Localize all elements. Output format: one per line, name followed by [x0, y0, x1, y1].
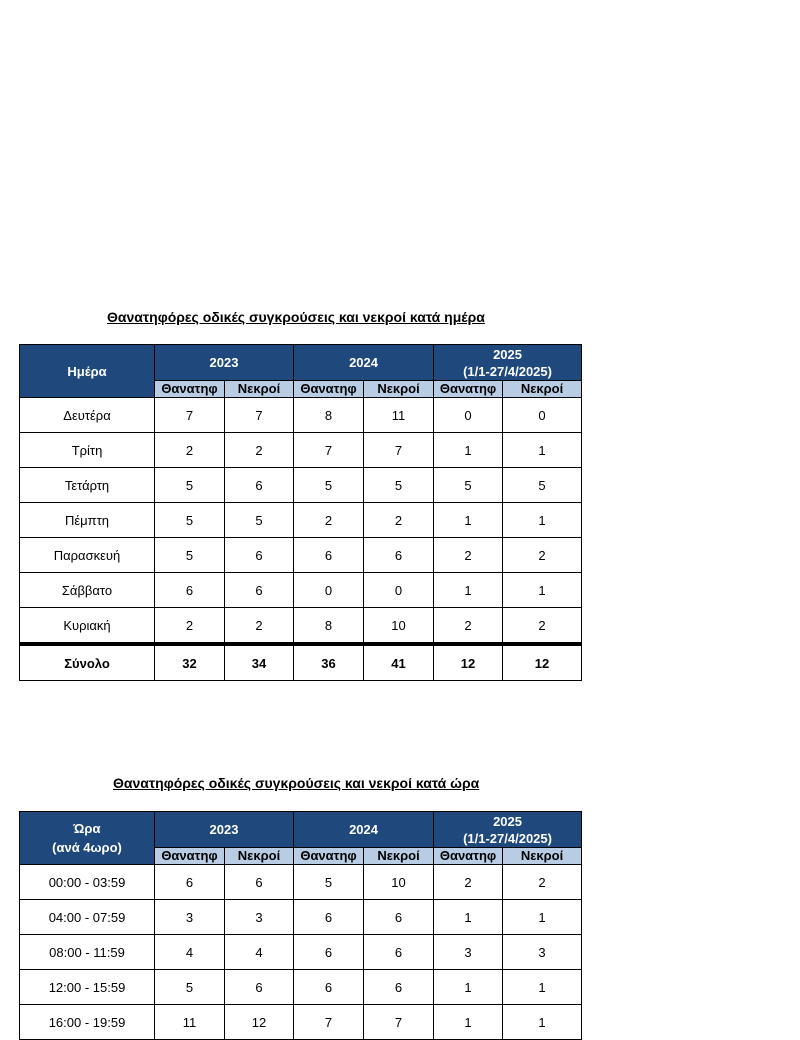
year-header [155, 812, 294, 848]
year-header [294, 812, 434, 848]
value-cell: 1 [434, 900, 503, 935]
total-value-cell: 12 [503, 644, 582, 681]
value-cell: 7 [364, 1005, 434, 1040]
fatal-collisions-by-hour-table [19, 811, 582, 1040]
value-cell: 5 [155, 503, 225, 538]
value-cell: 2 [434, 538, 503, 573]
sub-header-cell: Θανατηφ [294, 381, 364, 398]
table-row [20, 538, 582, 573]
year-label: 2023 [209, 822, 239, 837]
value-cell: 6 [294, 538, 364, 573]
sub-header-cell: Θανατηφ [434, 381, 503, 398]
value-cell: 5 [294, 865, 364, 900]
total-value-cell: 12 [434, 644, 503, 681]
year-label: 2023 [209, 355, 239, 370]
row-label: Παρασκευή [20, 538, 155, 573]
value-cell: 6 [225, 538, 294, 573]
value-cell: 0 [294, 573, 364, 608]
value-cell: 4 [155, 935, 225, 970]
value-cell: 5 [155, 468, 225, 503]
value-cell: 0 [364, 573, 434, 608]
table-row [20, 970, 582, 1005]
value-cell: 2 [155, 608, 225, 645]
table-row [20, 398, 582, 433]
year-label: 2025 [493, 813, 522, 829]
value-cell: 6 [364, 935, 434, 970]
value-cell: 5 [155, 538, 225, 573]
sub-header-cell: Νεκροί [503, 848, 582, 865]
row-label: 08:00 - 11:59 [20, 935, 155, 970]
value-cell: 10 [364, 865, 434, 900]
sub-header-cell: Νεκροί [225, 381, 294, 398]
value-cell: 6 [225, 468, 294, 503]
year-header-row [20, 345, 582, 381]
sub-header-cell: Θανατηφ [434, 848, 503, 865]
value-cell: 2 [364, 503, 434, 538]
row-label: Πέμπτη [20, 503, 155, 538]
value-cell: 6 [294, 900, 364, 935]
value-cell: 5 [434, 468, 503, 503]
value-cell: 6 [364, 900, 434, 935]
value-cell: 1 [434, 573, 503, 608]
value-cell: 11 [155, 1005, 225, 1040]
value-cell: 0 [434, 398, 503, 433]
value-cell: 1 [434, 433, 503, 468]
value-cell: 7 [225, 398, 294, 433]
table-row [20, 865, 582, 900]
row-header-cell [20, 812, 155, 865]
value-cell: 2 [225, 608, 294, 645]
year-header [434, 812, 582, 848]
table-row [20, 935, 582, 970]
year-header [294, 345, 434, 381]
value-cell: 1 [503, 573, 582, 608]
table-row [20, 433, 582, 468]
row-label: 12:00 - 15:59 [20, 970, 155, 1005]
value-cell: 11 [364, 398, 434, 433]
table-title-by-day: Θανατηφόρες οδικές συγκρούσεις και νεκροί κατά ημέρα [107, 309, 485, 325]
total-row [20, 644, 582, 681]
row-label: Τρίτη [20, 433, 155, 468]
value-cell: 7 [155, 398, 225, 433]
value-cell: 1 [503, 433, 582, 468]
row-label: 04:00 - 07:59 [20, 900, 155, 935]
value-cell: 2 [503, 608, 582, 645]
value-cell: 2 [294, 503, 364, 538]
total-value-cell: 41 [364, 644, 434, 681]
value-cell: 2 [434, 608, 503, 645]
value-cell: 1 [503, 970, 582, 1005]
total-label: Σύνολο [20, 644, 155, 681]
value-cell: 8 [294, 398, 364, 433]
table-title-by-hour: Θανατηφόρες οδικές συγκρούσεις και νεκροί κατά ώρα [113, 775, 480, 791]
table-row [20, 468, 582, 503]
year-header-row [20, 812, 582, 848]
value-cell: 6 [155, 865, 225, 900]
row-header-text: Ώρα [73, 821, 101, 836]
sub-header-cell: Θανατηφ [294, 848, 364, 865]
value-cell: 6 [225, 573, 294, 608]
total-value-cell: 36 [294, 644, 364, 681]
table-row [20, 573, 582, 608]
sub-header-cell: Νεκροί [364, 848, 434, 865]
year-period: (1/1-27/4/2025) [463, 830, 552, 846]
sub-header-cell: Νεκροί [225, 848, 294, 865]
value-cell: 5 [364, 468, 434, 503]
value-cell: 5 [155, 970, 225, 1005]
year-period: (1/1-27/4/2025) [463, 363, 552, 379]
total-value-cell: 32 [155, 644, 225, 681]
sub-header-cell: Νεκροί [364, 381, 434, 398]
value-cell: 0 [503, 398, 582, 433]
value-cell: 6 [155, 573, 225, 608]
value-cell: 6 [294, 970, 364, 1005]
value-cell: 10 [364, 608, 434, 645]
value-cell: 7 [294, 433, 364, 468]
value-cell: 3 [225, 900, 294, 935]
year-header [155, 345, 294, 381]
value-cell: 7 [294, 1005, 364, 1040]
value-cell: 1 [503, 1005, 582, 1040]
value-cell: 1 [503, 503, 582, 538]
value-cell: 2 [503, 538, 582, 573]
row-header-text: (ανά 4ωρο) [52, 840, 122, 855]
row-header-text: Ημέρα [67, 363, 107, 379]
total-value-cell: 34 [225, 644, 294, 681]
table-row [20, 900, 582, 935]
value-cell: 2 [225, 433, 294, 468]
row-label: 16:00 - 19:59 [20, 1005, 155, 1040]
value-cell: 3 [503, 935, 582, 970]
table-row [20, 1005, 582, 1040]
year-header [434, 345, 582, 381]
value-cell: 6 [225, 970, 294, 1005]
value-cell: 1 [503, 900, 582, 935]
sub-header-cell: Θανατηφ [155, 848, 225, 865]
value-cell: 5 [503, 468, 582, 503]
row-header-cell [20, 345, 155, 398]
value-cell: 8 [294, 608, 364, 645]
value-cell: 3 [434, 935, 503, 970]
year-label: 2025 [493, 346, 522, 362]
year-label: 2024 [349, 822, 378, 837]
value-cell: 4 [225, 935, 294, 970]
value-cell: 2 [434, 865, 503, 900]
row-label: Τετάρτη [20, 468, 155, 503]
value-cell: 7 [364, 433, 434, 468]
table-row [20, 608, 582, 645]
row-label: Δευτέρα [20, 398, 155, 433]
value-cell: 2 [155, 433, 225, 468]
value-cell: 12 [225, 1005, 294, 1040]
sub-header-cell: Νεκροί [503, 381, 582, 398]
row-label: 00:00 - 03:59 [20, 865, 155, 900]
value-cell: 6 [294, 935, 364, 970]
sub-header-cell: Θανατηφ [155, 381, 225, 398]
value-cell: 6 [225, 865, 294, 900]
table-row [20, 503, 582, 538]
value-cell: 6 [364, 538, 434, 573]
value-cell: 1 [434, 1005, 503, 1040]
value-cell: 5 [225, 503, 294, 538]
value-cell: 2 [503, 865, 582, 900]
row-label: Κυριακή [20, 608, 155, 645]
value-cell: 3 [155, 900, 225, 935]
value-cell: 1 [434, 970, 503, 1005]
fatal-collisions-by-day-table [19, 344, 582, 681]
row-label: Σάββατο [20, 573, 155, 608]
year-label: 2024 [349, 355, 378, 370]
value-cell: 1 [434, 503, 503, 538]
value-cell: 5 [294, 468, 364, 503]
value-cell: 6 [364, 970, 434, 1005]
